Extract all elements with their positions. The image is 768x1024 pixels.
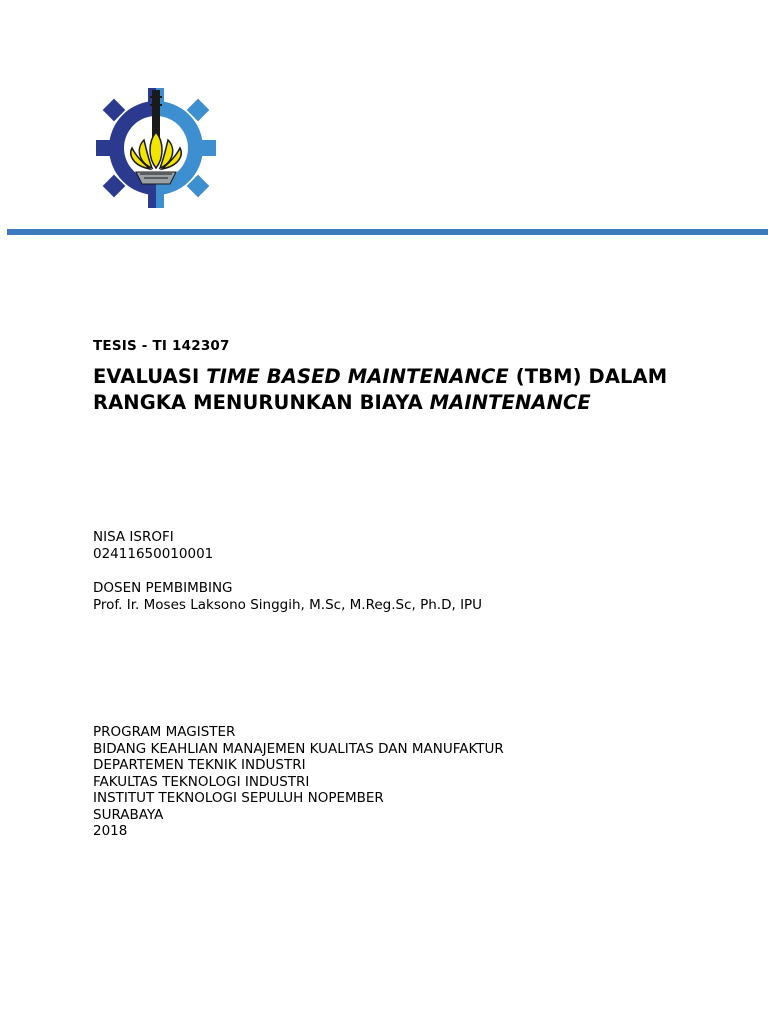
city-name: SURABAYA: [93, 806, 164, 823]
logo-emblem-icon: [92, 88, 220, 208]
thesis-title: [93, 364, 713, 416]
author-block: [93, 529, 213, 562]
title-text: RANGKA MENURUNKAN BIAYA: [93, 391, 430, 414]
document-code: TESIS - TI 142307: [93, 338, 230, 354]
advisor-label: DOSEN PEMBIMBING: [93, 580, 233, 596]
title-text: EVALUASI: [93, 365, 207, 388]
year: 2018: [93, 823, 128, 839]
advisor-name: Prof. Ir. Moses Laksono Singgih, M.Sc, M.Reg.Sc, Ph.D, IPU: [93, 596, 483, 613]
student-id: 02411650010001: [93, 545, 214, 562]
title-italic-text: TIME BASED MAINTENANCE: [206, 365, 509, 388]
author-name: NISA ISROFI: [93, 529, 174, 545]
header-divider: [7, 229, 768, 235]
title-line-2: [93, 390, 713, 416]
faculty-name: FAKULTAS TEKNOLOGI INDUSTRI: [93, 773, 310, 790]
advisor-block: [93, 580, 482, 613]
university-logo: [92, 88, 220, 208]
department-name: DEPARTEMEN TEKNIK INDUSTRI: [93, 757, 306, 773]
title-italic-text: MAINTENANCE: [429, 391, 591, 414]
field-of-study: BIDANG KEAHLIAN MANAJEMEN KUALITAS DAN MANUFAKTUR: [93, 740, 504, 757]
title-line-1: [93, 364, 713, 390]
institution-block: [93, 724, 504, 840]
title-text: (TBM) DALAM: [508, 365, 668, 388]
university-name: INSTITUT TEKNOLOGI SEPULUH NOPEMBER: [93, 790, 384, 806]
program-name: PROGRAM MAGISTER: [93, 724, 236, 740]
